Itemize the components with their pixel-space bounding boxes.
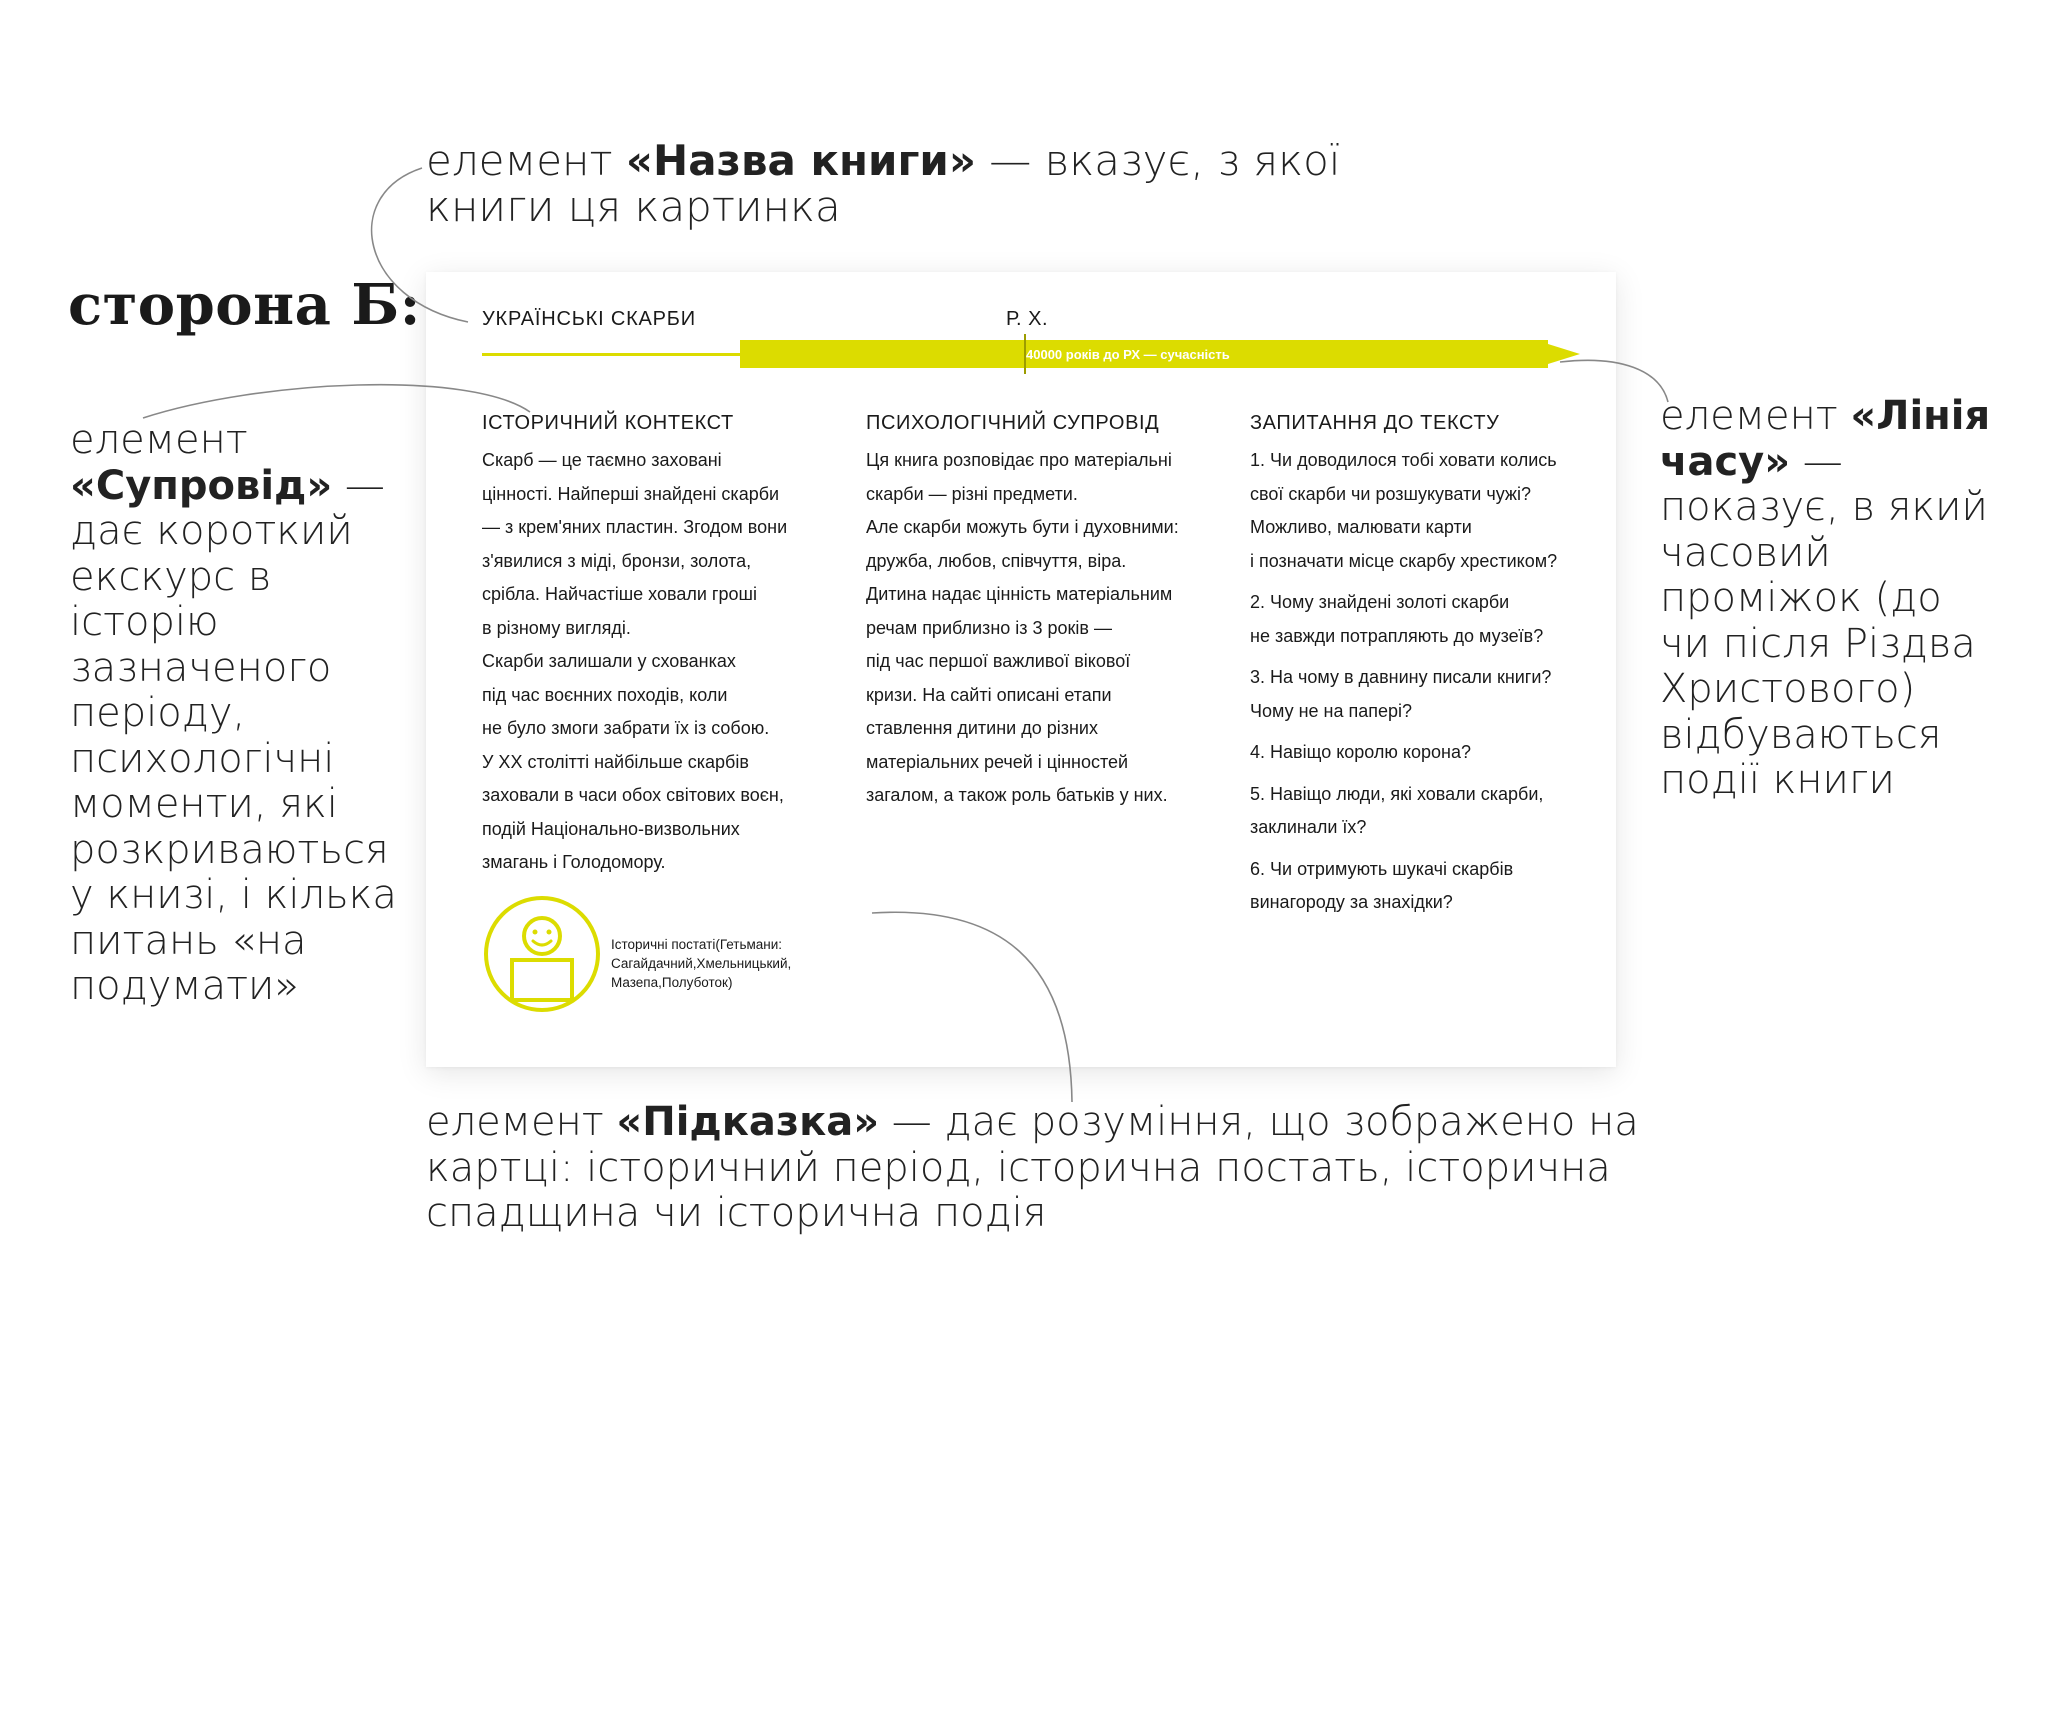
column-heading: ІСТОРИЧНИЙ КОНТЕКСТ: [482, 412, 734, 434]
question-line: свої скарби чи розшукувати чужі?: [1250, 483, 1531, 504]
question-line: Чому не на папері?: [1250, 700, 1413, 721]
annotation-timeline: [1660, 394, 2000, 804]
question-item: [1250, 444, 1590, 578]
question-item: [1250, 853, 1590, 920]
text-line: Дитина надає цінність матеріальним: [866, 584, 1173, 604]
annotation-hint-term: «Підказка»: [616, 1099, 880, 1145]
column-heading: ПСИХОЛОГІЧНИЙ СУПРОВІД: [866, 412, 1160, 434]
annotation-support-pre: елемент: [70, 417, 248, 463]
text-line: кризи. На сайті описані етапи: [866, 684, 1112, 705]
questions-list: [1250, 444, 1590, 920]
text-line: Історичні постаті: [611, 937, 716, 952]
annotation-book-title-text: — вказує, з якої книги ця картинка: [426, 136, 1341, 231]
text-line: під час першої важливої вікової: [866, 651, 1131, 671]
text-line: Але скарби можуть бути і духовними:: [866, 517, 1179, 537]
annotation-support-text: — дає короткий екскурс в історію зазначеного періоду, психологічні моменти, які розкриваються у книзі, і кілька питань «на подумати»: [70, 462, 397, 1009]
text-line: під час воєнних походів, коли: [482, 684, 728, 705]
text-line: дружба, любов, співчуття, віра.: [866, 550, 1127, 571]
question-line: і позначати місце скарбу хрестиком?: [1250, 550, 1558, 571]
annotation-book-title-term: «Назва книги»: [625, 136, 976, 185]
text-line: срібла. Найчастіше ховали гроші: [482, 584, 757, 604]
annotation-hint-pre: елемент: [426, 1099, 617, 1145]
annotation-hint: [426, 1100, 1646, 1237]
annotation-support-term: «Супровід»: [70, 462, 333, 509]
text-line: з'явилися з міді, бронзи, золота,: [482, 550, 752, 571]
annotation-timeline-text: — показує, в який часовий проміжок (до чи після Різдва Христового) відбуваються події книги: [1660, 438, 1988, 803]
question-line: 6. Чи отримують шукачі скарбів: [1250, 858, 1514, 879]
text-line: не було змоги забрати їх із собою.: [482, 718, 770, 738]
question-line: заклинали їх?: [1250, 817, 1367, 837]
question-item: [1250, 778, 1590, 845]
timeline-arrow-icon: [1548, 344, 1580, 364]
timeline-line: [482, 353, 746, 356]
question-line: Можливо, малювати карти: [1250, 517, 1472, 537]
card-side-b: [426, 272, 1616, 1067]
card-book-title: УКРАЇНСЬКІ СКАРБИ: [482, 308, 696, 330]
column-history: [482, 412, 822, 880]
text-line: заховали в часи обох світових воєн,: [482, 785, 784, 805]
timeline-range-label: 40000 років до РХ — сучасність: [1026, 347, 1230, 362]
person-at-desk-icon: [482, 894, 602, 1014]
text-line: подій Національно-визвольних: [482, 818, 740, 839]
text-line: скарби — різні предмети.: [866, 483, 1078, 504]
question-line: 4. Навіщо королю корона?: [1250, 742, 1471, 762]
text-line: змагань і Голодомору.: [482, 852, 666, 872]
text-line: У ХХ столітті найбільше скарбів: [482, 751, 749, 772]
text-line: Хмельницький, Мазепа,: [611, 956, 792, 990]
text-line: речам приблизно із 3 років —: [866, 617, 1112, 638]
question-line: 2. Чому знайдені золоті скарби: [1250, 592, 1510, 612]
question-item: [1250, 586, 1590, 653]
column-psychology: [866, 412, 1206, 813]
annotation-support: [70, 418, 400, 1010]
question-item: [1250, 661, 1590, 728]
annotation-hint-text: — дає розуміння, що зображено на картці: історичний період, історична постать, історична спадщина чи історична подія: [426, 1099, 1639, 1236]
text-line: матеріальних речей і цінностей: [866, 751, 1129, 772]
text-line: (Гетьмани: Сагайдачний,: [611, 937, 783, 971]
text-line: — з крем'яних пластин. Згодом вони: [482, 517, 788, 537]
column-text: [482, 444, 822, 880]
text-line: в різному вигляді.: [482, 617, 631, 638]
text-line: Ця книга розповідає про матеріальні: [866, 450, 1172, 470]
hint-text: [611, 935, 811, 992]
column-questions: [1250, 412, 1590, 928]
question-line: 3. На чому в давнину писали книги?: [1250, 667, 1552, 687]
question-line: 5. Навіщо люди, які ховали скарби,: [1250, 783, 1544, 804]
annotation-timeline-term: «Лінія часу»: [1660, 393, 1991, 485]
text-line: цінності. Найперші знайдені скарби: [482, 483, 780, 504]
annotation-book-title-pre: елемент: [426, 136, 626, 185]
column-heading: ЗАПИТАННЯ ДО ТЕКСТУ: [1250, 412, 1500, 434]
text-line: Скарб — це таємно заховані: [482, 450, 722, 470]
text-line: ставлення дитини до різних: [866, 718, 1098, 738]
question-item: [1250, 736, 1590, 770]
text-line: загалом, а також роль батьків у них.: [866, 785, 1168, 805]
text-line: Скарби залишали у схованках: [482, 651, 736, 671]
side-title: сторона Б:: [68, 272, 421, 338]
question-line: 1. Чи доводилося тобі ховати колись: [1250, 450, 1557, 470]
question-line: не завжди потрапляють до музеїв?: [1250, 625, 1544, 646]
text-line: Полуботок): [661, 975, 733, 990]
annotation-book-title: [426, 138, 1406, 230]
timeline-rx-label: Р. Х.: [1006, 308, 1049, 330]
question-line: винагороду за знахідки?: [1250, 892, 1453, 912]
column-text: [866, 444, 1206, 813]
annotation-timeline-pre: елемент: [1660, 393, 1851, 439]
